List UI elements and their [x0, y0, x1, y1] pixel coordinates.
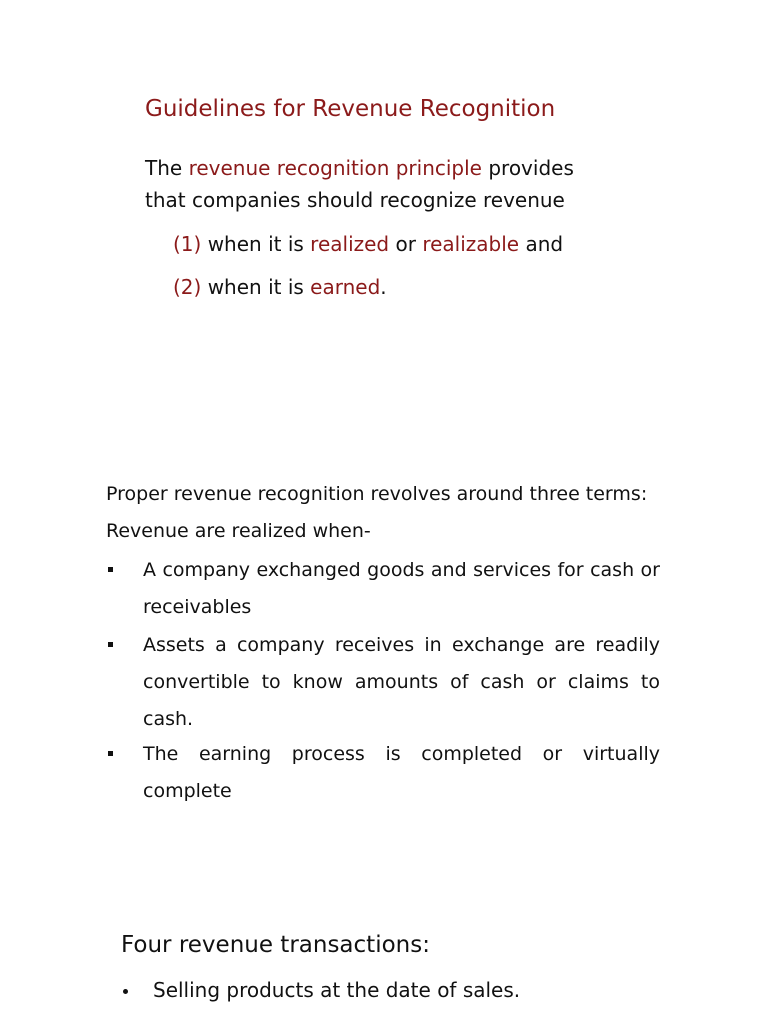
- realized-when-subheading: Revenue are realized when-: [106, 520, 371, 542]
- transaction-bullet-selling: Selling products at the date of sales.: [153, 978, 521, 1002]
- square-bullet-icon: [108, 567, 113, 572]
- principle-rest-text: provides that companies should recognize revenue: [145, 156, 574, 212]
- realization-bullet-exchange: A company exchanged goods and services for cash or receivables: [143, 559, 660, 618]
- condition-1-term-realizable: realizable: [422, 232, 520, 256]
- condition-1-prefix: when it is: [201, 232, 311, 256]
- condition-2-prefix: when it is: [201, 275, 311, 299]
- condition-2-term-earned: earned: [310, 275, 381, 299]
- condition-1-mid: or: [389, 232, 423, 256]
- principle-paragraph: [145, 152, 605, 216]
- square-bullet-icon: [108, 751, 113, 756]
- three-terms-intro: Proper revenue recognition revolves around three terms:: [106, 483, 648, 505]
- condition-2: [173, 275, 387, 299]
- condition-1-suffix: and: [519, 232, 564, 256]
- principle-term: revenue recognition principle: [188, 156, 482, 180]
- realization-bullet-assets: Assets a company receives in exchange are readily convertible to know amounts of cash or claims to cash.: [143, 634, 660, 730]
- section-title-guidelines: Guidelines for Revenue Recognition: [145, 96, 556, 122]
- condition-1: [173, 232, 563, 256]
- condition-1-term-realized: realized: [310, 232, 390, 256]
- principle-intro-text: The: [145, 156, 189, 180]
- condition-2-number: (2): [173, 275, 202, 299]
- square-bullet-icon: [108, 642, 113, 647]
- condition-1-number: (1): [173, 232, 202, 256]
- section-title-four-transactions: Four revenue transactions:: [121, 932, 430, 958]
- realization-bullet-earning: The earning process is completed or virtually complete: [143, 743, 660, 802]
- bullet-dot-icon: [123, 989, 128, 994]
- condition-2-suffix: .: [380, 275, 387, 299]
